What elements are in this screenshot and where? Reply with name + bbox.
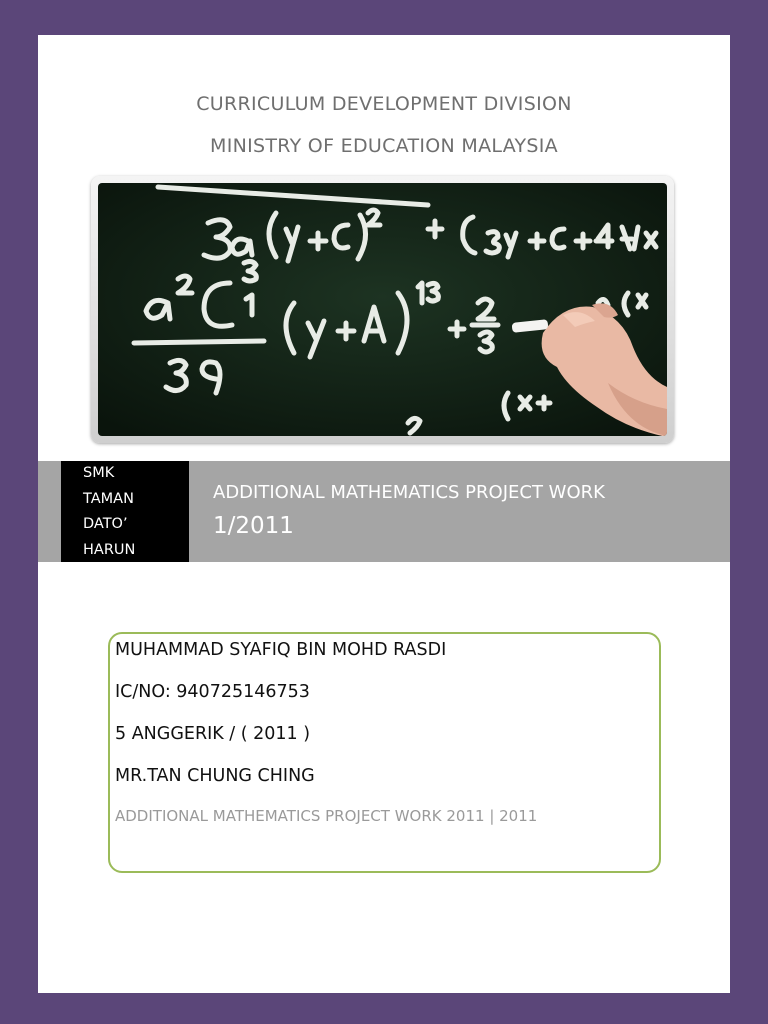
school-line: SMK [83, 465, 115, 481]
school-name-box [61, 461, 189, 562]
project-subtitle: 1/2011 [213, 513, 294, 539]
title-band [38, 461, 730, 562]
school-line: TAMAN [83, 490, 134, 507]
division-heading: CURRICULUM DEVELOPMENT DIVISION [196, 93, 572, 115]
school-line: HARUN [83, 541, 136, 558]
cover-page [38, 35, 730, 993]
chalkboard-math-icon [98, 183, 667, 436]
school-line: DATO’ [83, 516, 128, 532]
student-info-box [108, 632, 661, 873]
ministry-heading: MINISTRY OF EDUCATION MALAYSIA [210, 135, 558, 157]
project-title: ADDITIONAL MATHEMATICS PROJECT WORK [213, 482, 605, 503]
student-name: MUHAMMAD SYAFIQ BIN MOHD RASDI [115, 640, 447, 660]
student-ic: IC/NO: 940725146753 [115, 682, 310, 702]
student-class: 5 ANGGERIK / ( 2011 ) [115, 724, 311, 744]
chalkboard-image [91, 176, 674, 443]
teacher-name: MR.TAN CHUNG CHING [115, 766, 315, 786]
document-footer: ADDITIONAL MATHEMATICS PROJECT WORK 2011 | 2011 [115, 807, 538, 825]
